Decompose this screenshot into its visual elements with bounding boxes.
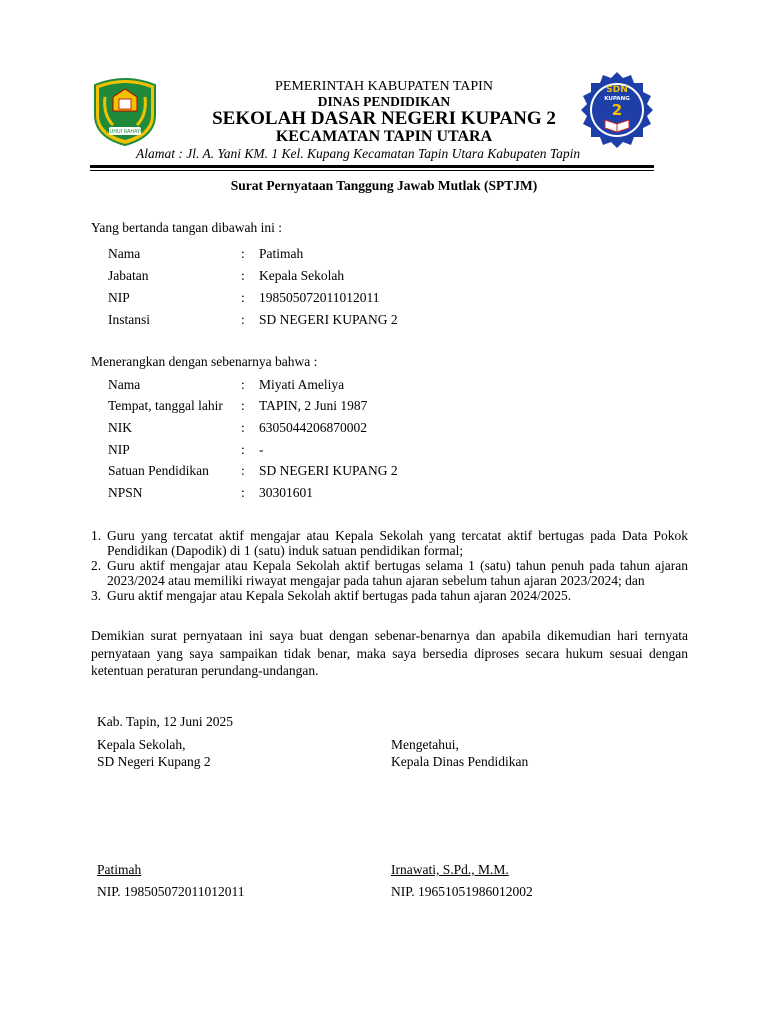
subject-value: Miyati Ameliya: [259, 377, 345, 392]
kop-kecamatan: KECAMATAN TAPIN UTARA: [275, 128, 493, 145]
signer-value: SD NEGERI KUPANG 2: [259, 312, 398, 327]
statement-item: [91, 558, 688, 588]
left-sign-role: Kepala Sekolah,: [97, 737, 186, 752]
svg-text:RUHUI RAHAYU: RUHUI RAHAYU: [106, 129, 144, 135]
signer-value: Patimah: [259, 246, 304, 261]
right-sign-nip: NIP. 19651051986012002: [391, 884, 533, 899]
subject-sep: :: [241, 398, 245, 413]
intro-signer: Yang bertanda tangan dibawah ini :: [91, 220, 282, 235]
signer-value: 198505072011012011: [259, 290, 380, 305]
subject-sep: :: [241, 420, 245, 435]
subject-sep: :: [241, 463, 245, 478]
letterhead-rule-thick: [90, 165, 654, 168]
statement-number: 2.: [91, 558, 102, 573]
signer-label: Instansi: [108, 312, 150, 327]
school-name: SEKOLAH DASAR NEGERI KUPANG 2: [212, 108, 556, 129]
intro-subject: Menerangkan dengan sebenarnya bahwa :: [91, 354, 318, 369]
subject-value: TAPIN, 2 Juni 1987: [259, 398, 368, 413]
subject-value: 6305044206870002: [259, 420, 367, 435]
signer-sep: :: [241, 246, 245, 261]
subject-label: NPSN: [108, 485, 143, 500]
statement-item: [91, 588, 688, 603]
signer-sep: :: [241, 290, 245, 305]
statement-text: Guru yang tercatat aktif mengajar atau Kepala Sekolah yang tercatat aktif bertugas pada Data Pokok Pendidikan (Dapodik) di 1 (satu) induk satuan pendidikan formal;: [107, 528, 688, 558]
right-sign-name: Irnawati, S.Pd., M.M.: [391, 862, 509, 877]
statement-item: [91, 528, 688, 558]
left-sign-name: Patimah: [97, 862, 142, 877]
svg-text:KUPANG: KUPANG: [604, 96, 630, 102]
subject-label: Tempat, tanggal lahir: [108, 398, 223, 413]
subject-value: SD NEGERI KUPANG 2: [259, 463, 398, 478]
kop-line-2: DINAS PENDIDIKAN: [317, 94, 451, 109]
statement-text: Guru aktif mengajar atau Kepala Sekolah aktif bertugas pada tahun ajaran 2024/2025.: [107, 588, 572, 603]
statement-number: 1.: [91, 528, 102, 543]
kop-line-1: PEMERINTAH KABUPATEN TAPIN: [275, 79, 493, 94]
signer-label: NIP: [108, 290, 130, 305]
svg-text:SDN: SDN: [606, 85, 628, 95]
subject-label: NIK: [108, 420, 132, 435]
kabupaten-tapin-logo: [89, 75, 161, 147]
signer-sep: :: [241, 312, 245, 327]
subject-value: -: [259, 442, 264, 457]
statement-text: Guru aktif mengajar atau Kepala Sekolah aktif bertugas selama 1 (satu) tahun penuh pada tahun ajaran 2023/2024 atau memiliki riwayat mengajar pada tahun ajaran sebelum tahun ajaran 2023/2024; dan: [107, 558, 688, 588]
left-sign-nip: NIP. 198505072011012011: [97, 884, 245, 899]
letterhead-rule-thin: [90, 170, 654, 171]
place-date: Kab. Tapin, 12 Juni 2025: [97, 714, 234, 729]
subject-label: NIP: [108, 442, 130, 457]
signer-value: Kepala Sekolah: [259, 268, 345, 283]
right-sign-role: Mengetahui,: [391, 737, 459, 752]
closing-paragraph: Demikian surat pernyataan ini saya buat dengan sebenar-benarnya dan apabila dikemudian hari ternyata pernyataan yang saya sampaikan tidak benar, maka saya bersedia diproses secara hukum sesuai dengan ketentuan peraturan perundang-undangan.: [91, 628, 688, 678]
subject-value: 30301601: [259, 485, 313, 500]
signer-sep: :: [241, 268, 245, 283]
subject-sep: :: [241, 377, 245, 392]
statement-number: 3.: [91, 588, 102, 603]
left-sign-institution: SD Negeri Kupang 2: [97, 754, 211, 769]
subject-label: Satuan Pendidikan: [108, 463, 209, 478]
document-title: Surat Pernyataan Tanggung Jawab Mutlak (SPTJM): [230, 178, 538, 193]
svg-text:2: 2: [611, 101, 623, 119]
signer-label: Jabatan: [108, 268, 149, 283]
right-sign-institution: Kepala Dinas Pendidikan: [391, 754, 529, 769]
subject-sep: :: [241, 485, 245, 500]
signer-label: Nama: [108, 246, 141, 261]
subject-sep: :: [241, 442, 245, 457]
statement-list: [91, 528, 688, 603]
subject-label: Nama: [108, 377, 141, 392]
kop-address: Alamat : Jl. A. Yani KM. 1 Kel. Kupang Kecamatan Tapin Utara Kabupaten Tapin: [136, 146, 581, 161]
